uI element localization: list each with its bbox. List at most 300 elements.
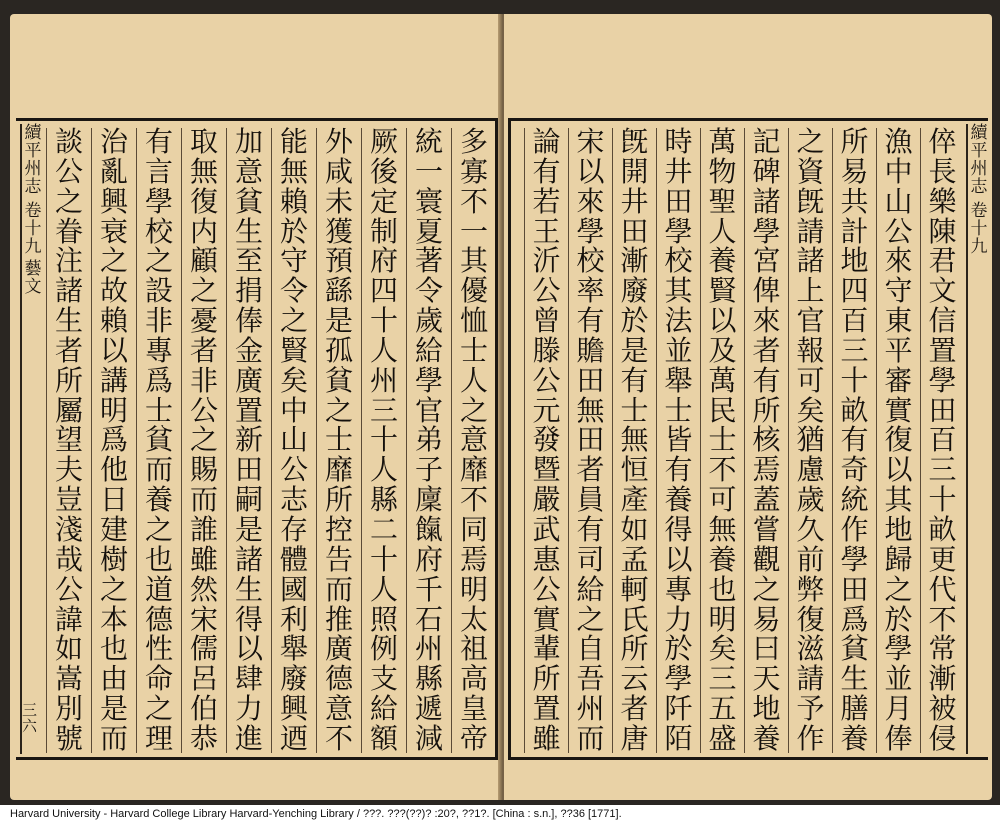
text-glyph: 無 xyxy=(189,154,218,188)
text-glyph: 王 xyxy=(532,214,561,248)
text-glyph: 上 xyxy=(796,274,825,308)
text-glyph: 不 xyxy=(459,184,488,218)
text-glyph: 三 xyxy=(369,393,398,427)
text-glyph: 養 xyxy=(752,721,781,755)
text-glyph: 暨 xyxy=(532,453,561,487)
text-glyph: 守 xyxy=(884,274,913,308)
text-glyph: 公 xyxy=(279,453,308,487)
text-glyph: 一 xyxy=(414,154,443,188)
text-glyph: 矣 xyxy=(279,363,308,397)
text-glyph: 焉 xyxy=(752,453,781,487)
text-glyph: 咸 xyxy=(324,154,353,188)
text-glyph: 獲 xyxy=(324,214,353,248)
text-glyph: 縣 xyxy=(369,483,398,517)
text-glyph: 興 xyxy=(279,692,308,726)
text-glyph: 廢 xyxy=(279,662,308,696)
text-glyph: 一 xyxy=(459,214,488,248)
text-glyph: 置 xyxy=(234,393,263,427)
text-glyph: 而 xyxy=(144,453,173,487)
text-glyph: 元 xyxy=(532,393,561,427)
margin-glyph: 州 xyxy=(24,159,42,179)
text-glyph: 眷 xyxy=(54,214,83,248)
text-glyph: 歸 xyxy=(884,542,913,576)
text-glyph: 德 xyxy=(324,662,353,696)
right-margin-title xyxy=(971,124,988,196)
text-glyph: 旣 xyxy=(796,184,825,218)
left-page-margin-column xyxy=(20,124,44,754)
text-glyph: 他 xyxy=(99,453,128,487)
text-glyph: 廢 xyxy=(620,274,649,308)
text-glyph: 以 xyxy=(234,632,263,666)
margin-glyph: 續 xyxy=(970,123,988,143)
text-glyph: 嗣 xyxy=(234,483,263,517)
text-glyph: 給 xyxy=(576,572,605,606)
text-glyph: 民 xyxy=(708,393,737,427)
text-glyph: 公 xyxy=(54,572,83,606)
text-glyph: 外 xyxy=(324,125,353,158)
text-glyph: 作 xyxy=(796,721,825,755)
text-glyph: 望 xyxy=(54,423,83,457)
text-glyph: 靡 xyxy=(459,453,488,487)
text-glyph: 開 xyxy=(620,154,649,188)
text-glyph: 控 xyxy=(324,512,353,546)
text-glyph: 明 xyxy=(708,602,737,636)
text-glyph: 設 xyxy=(144,274,173,308)
text-glyph: 唐 xyxy=(620,721,649,755)
text-glyph: 者 xyxy=(189,333,218,367)
text-column xyxy=(920,125,964,755)
text-glyph: 學 xyxy=(664,662,693,696)
text-glyph: 州 xyxy=(369,363,398,397)
text-glyph: 爲 xyxy=(144,363,173,397)
text-glyph: 守 xyxy=(279,244,308,278)
text-glyph: 廩 xyxy=(414,483,443,517)
text-glyph: 國 xyxy=(279,572,308,606)
text-glyph: 復 xyxy=(796,602,825,636)
text-glyph: 田 xyxy=(928,393,957,427)
text-glyph: 員 xyxy=(576,483,605,517)
text-glyph: 千 xyxy=(414,572,443,606)
text-glyph: 者 xyxy=(752,333,781,367)
text-glyph: 不 xyxy=(708,453,737,487)
text-glyph: 貧 xyxy=(144,423,173,457)
text-glyph: 於 xyxy=(664,632,693,666)
text-glyph: 寰 xyxy=(414,184,443,218)
right-page-margin-column xyxy=(966,124,990,754)
text-glyph: 云 xyxy=(620,662,649,696)
text-glyph: 於 xyxy=(279,214,308,248)
text-glyph: 命 xyxy=(144,662,173,696)
text-glyph: 嘗 xyxy=(752,512,781,546)
text-glyph: 天 xyxy=(752,662,781,696)
margin-glyph: 志 xyxy=(970,177,988,197)
text-glyph: 人 xyxy=(369,572,398,606)
text-glyph: 田 xyxy=(576,423,605,457)
text-glyph: 宋 xyxy=(576,125,605,158)
text-glyph: 太 xyxy=(459,602,488,636)
text-glyph: 呂 xyxy=(189,662,218,696)
text-glyph: 地 xyxy=(752,692,781,726)
text-glyph: 慮 xyxy=(796,453,825,487)
text-glyph: 減 xyxy=(414,721,443,755)
text-glyph: 論 xyxy=(532,125,561,158)
text-glyph: 無 xyxy=(708,512,737,546)
text-glyph: 諸 xyxy=(752,184,781,218)
margin-glyph: 十 xyxy=(970,219,988,239)
text-glyph: 百 xyxy=(928,423,957,457)
text-glyph: 弟 xyxy=(414,423,443,457)
text-glyph: 來 xyxy=(576,184,605,218)
text-glyph: 明 xyxy=(459,572,488,606)
text-glyph: 靡 xyxy=(324,453,353,487)
text-glyph: 舉 xyxy=(279,632,308,666)
text-glyph: 之 xyxy=(796,125,825,158)
text-glyph: 有 xyxy=(620,363,649,397)
text-glyph: 恭 xyxy=(189,721,218,755)
text-glyph: 別 xyxy=(54,692,83,726)
text-glyph: 有 xyxy=(576,304,605,338)
text-glyph: 可 xyxy=(708,483,737,517)
text-glyph: 膳 xyxy=(840,692,869,726)
text-glyph: 四 xyxy=(840,274,869,308)
text-column xyxy=(876,125,920,755)
text-glyph: 志 xyxy=(279,483,308,517)
text-glyph: 亂 xyxy=(99,154,128,188)
text-glyph: 十 xyxy=(369,304,398,338)
margin-glyph: 續 xyxy=(24,123,42,143)
text-glyph: 俸 xyxy=(234,304,263,338)
text-glyph: 碑 xyxy=(752,154,781,188)
text-glyph: 學 xyxy=(884,632,913,666)
text-glyph: 理 xyxy=(144,721,173,755)
text-glyph: 廣 xyxy=(234,363,263,397)
text-glyph: 迺 xyxy=(279,721,308,755)
text-glyph: 平 xyxy=(884,333,913,367)
text-glyph: 曾 xyxy=(532,304,561,338)
text-glyph: 優 xyxy=(459,274,488,308)
text-glyph: 生 xyxy=(234,572,263,606)
text-glyph: 資 xyxy=(796,154,825,188)
text-glyph: 縣 xyxy=(414,662,443,696)
text-glyph: 學 xyxy=(576,214,605,248)
text-glyph: 沂 xyxy=(532,244,561,278)
text-glyph: 及 xyxy=(708,333,737,367)
text-glyph: 無 xyxy=(279,154,308,188)
margin-glyph: 九 xyxy=(24,237,42,257)
text-glyph: 來 xyxy=(752,304,781,338)
text-glyph: 君 xyxy=(928,244,957,278)
text-glyph: 共 xyxy=(840,184,869,218)
text-glyph: 帝 xyxy=(459,721,488,755)
text-glyph: 舉 xyxy=(664,363,693,397)
text-glyph: 官 xyxy=(796,304,825,338)
text-glyph: 爲 xyxy=(840,602,869,636)
text-glyph: 法 xyxy=(664,304,693,338)
text-glyph: 以 xyxy=(664,542,693,576)
text-glyph: 有 xyxy=(576,512,605,546)
margin-glyph: 卷 xyxy=(24,201,42,221)
text-glyph: 吾 xyxy=(576,662,605,696)
text-glyph: 也 xyxy=(708,572,737,606)
text-glyph: 力 xyxy=(664,602,693,636)
text-glyph: 高 xyxy=(459,662,488,696)
text-glyph: 府 xyxy=(414,542,443,576)
text-glyph: 漁 xyxy=(884,125,913,158)
text-glyph: 貧 xyxy=(324,363,353,397)
text-glyph: 十 xyxy=(840,363,869,397)
text-glyph: 夫 xyxy=(54,453,83,487)
text-glyph: 内 xyxy=(189,214,218,248)
text-glyph: 所 xyxy=(840,125,869,158)
text-glyph: 如 xyxy=(620,512,649,546)
text-glyph: 報 xyxy=(796,333,825,367)
text-glyph: 之 xyxy=(576,602,605,636)
text-glyph: 人 xyxy=(369,333,398,367)
text-glyph: 定 xyxy=(369,184,398,218)
text-glyph: 統 xyxy=(840,483,869,517)
text-glyph: 餼 xyxy=(414,512,443,546)
text-glyph: 而 xyxy=(576,721,605,755)
text-glyph: 地 xyxy=(840,244,869,278)
text-column xyxy=(406,125,451,755)
text-glyph: 漸 xyxy=(928,662,957,696)
text-column xyxy=(788,125,832,755)
text-glyph: 言 xyxy=(144,154,173,188)
text-glyph: 制 xyxy=(369,214,398,248)
text-glyph: 額 xyxy=(369,721,398,755)
text-glyph: 儒 xyxy=(189,632,218,666)
text-glyph: 被 xyxy=(928,692,957,726)
text-glyph: 其 xyxy=(664,274,693,308)
text-glyph: 核 xyxy=(752,423,781,457)
text-column xyxy=(656,125,700,755)
text-glyph: 蓋 xyxy=(752,483,781,517)
text-glyph: 於 xyxy=(620,304,649,338)
text-glyph: 德 xyxy=(144,602,173,636)
text-glyph: 明 xyxy=(99,393,128,427)
text-glyph: 校 xyxy=(576,244,605,278)
text-glyph: 嵩 xyxy=(54,662,83,696)
text-glyph: 談 xyxy=(54,125,83,158)
text-glyph: 前 xyxy=(796,542,825,576)
text-glyph: 加 xyxy=(234,125,263,158)
text-glyph: 田 xyxy=(234,453,263,487)
text-glyph: 而 xyxy=(99,721,128,755)
text-glyph: 十 xyxy=(928,483,957,517)
text-glyph: 如 xyxy=(54,632,83,666)
text-glyph: 長 xyxy=(928,154,957,188)
text-glyph: 州 xyxy=(414,632,443,666)
text-glyph: 宋 xyxy=(189,602,218,636)
text-glyph: 士 xyxy=(459,333,488,367)
text-glyph: 田 xyxy=(664,184,693,218)
text-glyph: 山 xyxy=(884,184,913,218)
text-glyph: 子 xyxy=(414,453,443,487)
text-glyph: 學 xyxy=(664,214,693,248)
text-glyph: 金 xyxy=(234,333,263,367)
text-glyph: 是 xyxy=(234,512,263,546)
text-glyph: 若 xyxy=(532,184,561,218)
text-glyph: 於 xyxy=(884,602,913,636)
text-glyph: 東 xyxy=(884,304,913,338)
text-glyph: 多 xyxy=(459,125,488,158)
text-glyph: 本 xyxy=(99,602,128,636)
text-glyph: 建 xyxy=(99,512,128,546)
text-glyph: 府 xyxy=(369,244,398,278)
margin-glyph: 十 xyxy=(24,219,42,239)
text-glyph: 也 xyxy=(144,542,173,576)
text-glyph: 氏 xyxy=(620,602,649,636)
text-glyph: 同 xyxy=(459,512,488,546)
text-glyph: 之 xyxy=(884,572,913,606)
text-glyph: 賴 xyxy=(99,304,128,338)
text-glyph: 猶 xyxy=(796,423,825,457)
right-margin-chapter xyxy=(971,202,988,256)
text-glyph: 雖 xyxy=(189,542,218,576)
text-glyph: 照 xyxy=(369,602,398,636)
text-glyph: 例 xyxy=(369,632,398,666)
text-glyph: 賴 xyxy=(279,184,308,218)
text-glyph: 萬 xyxy=(708,125,737,158)
text-glyph: 力 xyxy=(234,692,263,726)
left-margin-chapter xyxy=(25,202,42,256)
text-glyph: 是 xyxy=(324,304,353,338)
text-glyph: 以 xyxy=(576,154,605,188)
text-glyph: 審 xyxy=(884,363,913,397)
text-glyph: 惠 xyxy=(532,542,561,576)
text-glyph: 之 xyxy=(144,244,173,278)
text-column xyxy=(316,125,361,755)
text-glyph: 者 xyxy=(620,692,649,726)
text-glyph: 進 xyxy=(234,721,263,755)
text-column xyxy=(226,125,271,755)
text-glyph: 貧 xyxy=(840,632,869,666)
text-glyph: 四 xyxy=(369,274,398,308)
text-glyph: 廣 xyxy=(324,632,353,666)
text-glyph: 漸 xyxy=(620,244,649,278)
text-glyph: 倅 xyxy=(928,125,957,158)
text-glyph: 至 xyxy=(234,244,263,278)
text-glyph: 給 xyxy=(369,692,398,726)
text-glyph: 賢 xyxy=(279,333,308,367)
text-glyph: 是 xyxy=(99,692,128,726)
text-glyph: 屬 xyxy=(54,393,83,427)
text-glyph: 是 xyxy=(620,333,649,367)
text-glyph: 物 xyxy=(708,154,737,188)
text-glyph: 不 xyxy=(928,602,957,636)
left-page xyxy=(10,14,502,800)
text-glyph: 所 xyxy=(324,483,353,517)
text-glyph: 十 xyxy=(369,542,398,576)
text-glyph: 之 xyxy=(144,692,173,726)
text-glyph: 諸 xyxy=(796,244,825,278)
text-glyph: 捐 xyxy=(234,274,263,308)
text-glyph: 代 xyxy=(928,572,957,606)
text-glyph: 井 xyxy=(620,184,649,218)
text-glyph: 樂 xyxy=(928,184,957,218)
text-column xyxy=(832,125,876,755)
text-glyph: 二 xyxy=(369,512,398,546)
text-glyph: 之 xyxy=(324,393,353,427)
text-glyph: 專 xyxy=(144,333,173,367)
left-margin-folio: 三六 xyxy=(22,701,38,735)
text-glyph: 士 xyxy=(620,393,649,427)
text-glyph: 公 xyxy=(532,274,561,308)
text-glyph: 之 xyxy=(459,393,488,427)
text-glyph: 軻 xyxy=(620,572,649,606)
text-glyph: 新 xyxy=(234,423,263,457)
margin-glyph: 卷 xyxy=(970,201,988,221)
text-glyph: 發 xyxy=(532,423,561,457)
text-glyph: 俸 xyxy=(884,721,913,755)
text-glyph: 繇 xyxy=(324,274,353,308)
attribution-footer: Harvard University - Harvard College Library Harvard-Yenching Library / ???. ???(??)? :20?, ??1?. [China : s.n.], ??36 [1771]. xyxy=(10,808,622,820)
text-glyph: 人 xyxy=(369,453,398,487)
text-glyph: 學 xyxy=(414,363,443,397)
text-glyph: 由 xyxy=(99,662,128,696)
text-glyph: 置 xyxy=(532,692,561,726)
text-glyph: 之 xyxy=(752,572,781,606)
text-glyph: 令 xyxy=(414,274,443,308)
text-column xyxy=(46,125,91,755)
text-glyph: 其 xyxy=(459,244,488,278)
text-glyph: 阡 xyxy=(664,692,693,726)
text-glyph: 田 xyxy=(620,214,649,248)
text-glyph: 諸 xyxy=(54,274,83,308)
right-page xyxy=(504,14,992,800)
text-glyph: 講 xyxy=(99,363,128,397)
text-glyph: 有 xyxy=(144,125,173,158)
text-glyph: 久 xyxy=(796,512,825,546)
text-glyph: 皇 xyxy=(459,692,488,726)
text-glyph: 矣 xyxy=(796,393,825,427)
text-glyph: 遞 xyxy=(414,692,443,726)
text-glyph: 養 xyxy=(840,721,869,755)
text-glyph: 石 xyxy=(414,602,443,636)
text-column xyxy=(181,125,226,755)
text-glyph: 奇 xyxy=(840,453,869,487)
text-glyph: 養 xyxy=(664,483,693,517)
text-glyph: 孟 xyxy=(620,542,649,576)
margin-glyph: 志 xyxy=(24,177,42,197)
text-glyph: 伯 xyxy=(189,692,218,726)
text-glyph: 聖 xyxy=(708,184,737,218)
text-glyph: 之 xyxy=(54,184,83,218)
text-glyph: 旣 xyxy=(620,125,649,158)
text-glyph: 而 xyxy=(189,483,218,517)
text-glyph: 田 xyxy=(576,363,605,397)
text-glyph: 陳 xyxy=(928,214,957,248)
text-glyph: 公 xyxy=(54,154,83,188)
text-glyph: 井 xyxy=(664,154,693,188)
text-glyph: 中 xyxy=(279,393,308,427)
text-glyph: 山 xyxy=(279,423,308,457)
text-glyph: 生 xyxy=(840,662,869,696)
text-column xyxy=(744,125,788,755)
text-glyph: 日 xyxy=(99,483,128,517)
text-glyph: 畝 xyxy=(928,512,957,546)
text-glyph: 故 xyxy=(99,274,128,308)
text-glyph: 文 xyxy=(928,274,957,308)
text-glyph: 萬 xyxy=(708,363,737,397)
text-glyph: 易 xyxy=(840,154,869,188)
text-glyph: 州 xyxy=(576,692,605,726)
text-glyph: 取 xyxy=(189,125,218,158)
text-glyph: 之 xyxy=(144,512,173,546)
text-glyph: 意 xyxy=(324,692,353,726)
text-glyph: 觀 xyxy=(752,542,781,576)
text-glyph: 之 xyxy=(99,572,128,606)
